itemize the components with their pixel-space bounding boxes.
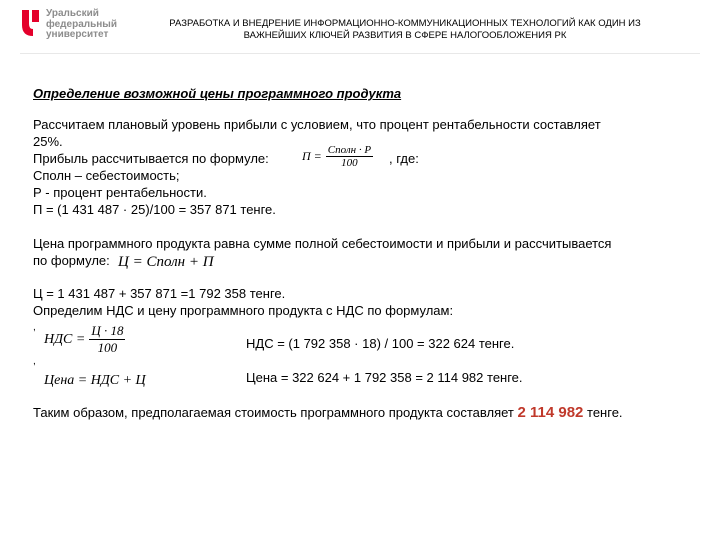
para1-line6: П = (1 431 487 · 25)/100 = 357 871 тенге. bbox=[33, 202, 276, 217]
header-line-2: ВАЖНЕЙШИХ КЛЮЧЕЙ РАЗВИТИЯ В СФЕРЕ НАЛОГООБЛОЖЕНИЯ РК bbox=[243, 30, 567, 41]
conclusion bbox=[33, 405, 623, 421]
profit-numerator: Cполн · P bbox=[327, 144, 372, 156]
vat-formula-lhs: НДС = bbox=[44, 331, 86, 347]
bullet-mark-1: , bbox=[33, 322, 36, 333]
price-formula: Ц = Сполн + П bbox=[118, 254, 214, 270]
conclusion-price: 2 114 982 bbox=[517, 404, 584, 421]
profit-fraction bbox=[326, 144, 373, 169]
vat-numerator: Ц · 18 bbox=[91, 323, 124, 338]
section-title: Определение возможной цены программного продукта bbox=[33, 86, 402, 101]
para2-line1: Цена программного продукта равна сумме полной себестоимости и прибыли и рассчитывается bbox=[33, 236, 612, 251]
para1-line1: Рассчитаем плановый уровень прибыли с условием, что процент рентабельности составляет bbox=[33, 117, 601, 132]
para1-line2: 25%. bbox=[33, 134, 63, 149]
profit-denominator: 100 bbox=[341, 157, 358, 169]
university-logo bbox=[20, 8, 130, 42]
logo-text: Уральский федеральный университет bbox=[46, 8, 117, 40]
profit-formula bbox=[302, 144, 373, 169]
vat-fraction bbox=[89, 323, 125, 356]
bullet-mark-2: , bbox=[33, 356, 36, 367]
profit-formula-lhs: П = bbox=[302, 149, 322, 163]
conclusion-post: тенге. bbox=[583, 405, 623, 420]
para1-line5: Р - процент рентабельности. bbox=[33, 185, 207, 200]
slide-header bbox=[140, 18, 670, 42]
para1-line3: Прибыль рассчитывается по формуле: bbox=[33, 151, 269, 166]
header-divider bbox=[20, 53, 700, 54]
para1-line4: Сполн – себестоимость; bbox=[33, 168, 180, 183]
para3-line2: Определим НДС и цену программного продукта с НДС по формулам: bbox=[33, 303, 454, 318]
total-formula: Цена = НДС + Ц bbox=[44, 373, 146, 388]
vat-denominator: 100 bbox=[97, 340, 118, 355]
conclusion-pre: Таким образом, предполагаемая стоимость программного продукта составляет bbox=[33, 405, 518, 420]
header-line-1: РАЗРАБОТКА И ВНЕДРЕНИЕ ИНФОРМАЦИОННО-КОММУНИКАЦИОННЫХ ТЕХНОЛОГИЙ КАК ОДИН ИЗ bbox=[169, 18, 641, 29]
para1-line3-tail: , где: bbox=[389, 151, 419, 166]
vat-formula bbox=[44, 323, 125, 356]
vat-calculation: НДС = (1 792 358 · 18) / 100 = 322 624 тенге. bbox=[246, 336, 515, 351]
logo-mark-icon bbox=[20, 8, 42, 38]
para2-line2: по формуле: bbox=[33, 253, 110, 268]
total-calculation: Цена = 322 624 + 1 792 358 = 2 114 982 тенге. bbox=[246, 370, 523, 385]
para3-line1: Ц = 1 431 487 + 357 871 =1 792 358 тенге. bbox=[33, 286, 286, 301]
